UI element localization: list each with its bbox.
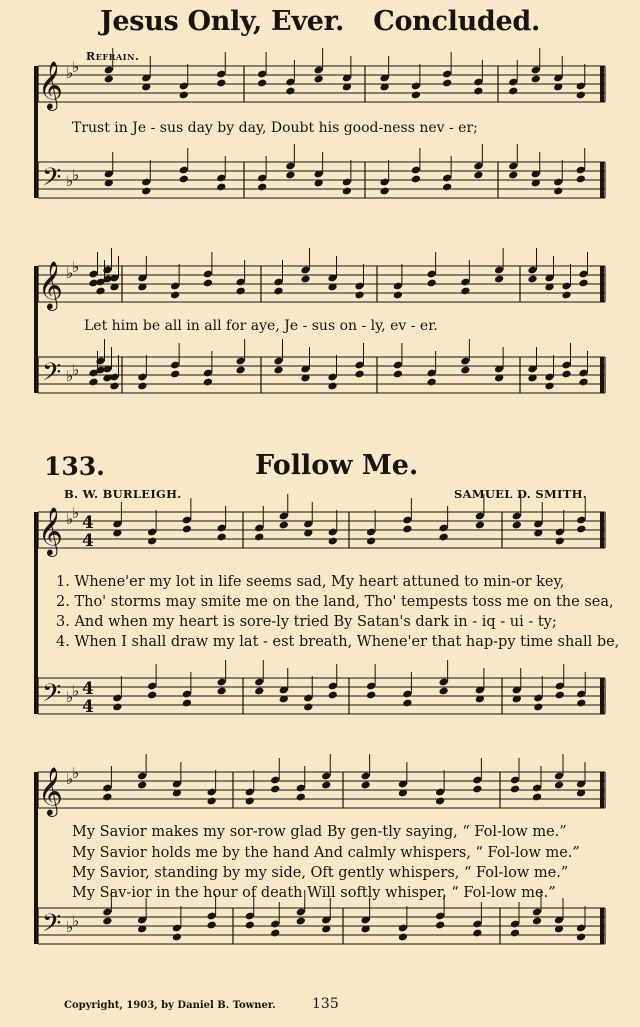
composer-credit: B. W. BURLEIGH. [64, 487, 182, 501]
system-3-time-signature: 4 [82, 531, 94, 551]
refrain-line-3: My Savior, standing by my side, Oft gently whispers, “ Fol-low me.” [72, 865, 569, 881]
system-1-bass-notehead [576, 175, 586, 184]
system-3-bass-clef: 𝄢 [42, 679, 62, 714]
system-3-bass-notehead [576, 699, 586, 708]
system-4-treble-clef: 𝄞 [38, 766, 63, 815]
system-1-final-bar [600, 66, 604, 102]
system-1-treble-notehead [104, 75, 114, 84]
system-3-bass-notehead [147, 691, 157, 700]
system-3-treble-notehead [475, 521, 485, 530]
system-2-bass-clef: 𝄢 [42, 358, 62, 393]
system-1-treble-notehead [257, 79, 267, 88]
system-4-treble-notehead [472, 785, 482, 794]
system-1-bass-notehead [508, 171, 518, 180]
system-3-final-bar [600, 678, 604, 714]
system-1-treble-clef: 𝄞 [38, 60, 63, 109]
system-4-final-bar [600, 908, 604, 944]
system-3-treble-notehead [555, 537, 565, 546]
refrain-line-1: My Savior makes my sor-row glad By gen-tly saying, “ Fol-low me.” [72, 824, 567, 840]
system-1-treble-notehead [442, 79, 452, 88]
system-2-bass-notehead [137, 382, 147, 391]
system-2-treble-notehead [393, 291, 403, 300]
system-1-key-flat: ♭ [72, 58, 80, 76]
system-1-bass-clef: 𝄢 [42, 163, 62, 198]
system-2-treble-notehead [95, 287, 105, 296]
system-3-bass-notehead [366, 691, 376, 700]
system-2-treble-notehead [460, 287, 470, 296]
system-4-bass-notehead [270, 929, 280, 938]
system-1-bass-notehead [473, 171, 483, 180]
verse-line-4: 4. When I shall draw my lat - est breath, Whene'er that hap-py time shall be, [56, 634, 620, 650]
system-4-bass-notehead [510, 929, 520, 938]
system-3-bass-notehead [254, 687, 264, 696]
system-2-key-flat: ♭ [72, 361, 80, 379]
system-3-time-signature: 4 [82, 513, 94, 533]
system-2-treble-notehead [527, 275, 537, 284]
system-4-bass-notehead [472, 929, 482, 938]
system-2-bass-notehead [393, 370, 403, 379]
system-2-treble-notehead [300, 275, 310, 284]
system-3-bass-notehead [438, 687, 448, 696]
system-2-bass-notehead [561, 370, 571, 379]
system-2-key-flat: ♭ [66, 264, 74, 282]
system-1-key-flat: ♭ [66, 64, 74, 82]
system-3-bass-notehead [555, 691, 565, 700]
system-1-bass-notehead [257, 183, 267, 192]
system-1-bass-notehead [442, 183, 452, 192]
system-2-bass-notehead [426, 378, 436, 387]
system-1-treble-notehead [508, 87, 518, 96]
system-3-bass-notehead [303, 703, 313, 712]
system-4-treble-notehead [270, 785, 280, 794]
system-4-bass-notehead [102, 917, 112, 926]
system-2-treble-clef: 𝄞 [38, 260, 63, 309]
system-1-bass-notehead [342, 187, 352, 196]
system-1-treble-notehead [313, 75, 323, 84]
system-4-bass-notehead [398, 933, 408, 942]
system-2-treble-notehead [561, 291, 571, 300]
system-3-treble-notehead [576, 525, 586, 534]
system-4-key-flat: ♭ [72, 912, 80, 930]
system-1-bass-notehead [379, 187, 389, 196]
system-2-final-bar [600, 357, 604, 393]
system-1-bass-notehead [285, 171, 295, 180]
system-3-treble-notehead [512, 521, 522, 530]
page-number: 135 [312, 996, 339, 1012]
system-3-key-flat: ♭ [72, 682, 80, 700]
system-4-treble-notehead [296, 793, 306, 802]
system-2-bass-notehead [88, 378, 98, 387]
system-3-treble-clef: 𝄞 [38, 506, 63, 555]
system-3-key-flat: ♭ [72, 504, 80, 522]
system-3-treble-notehead [366, 537, 376, 546]
system-4-treble-notehead [321, 781, 331, 790]
system-4-treble-notehead [510, 785, 520, 794]
system-4-bass-notehead [296, 917, 306, 926]
system-1-bass-notehead [179, 175, 189, 184]
verse-line-1: 1. Whene'er my lot in life seems sad, My heart attuned to min-or key, [56, 574, 565, 590]
system-2-bass-notehead [235, 366, 245, 375]
system-2-bass-notehead [109, 382, 119, 391]
refrain-line-2: My Savior holds me by the hand And calmly whispers, “ Fol-low me.” [72, 845, 580, 861]
system-1-treble-notehead [411, 91, 421, 100]
system-3-treble-notehead [216, 533, 226, 542]
system-2-treble-notehead [170, 291, 180, 300]
hymn1-title-main: Jesus Only, Ever. [99, 6, 345, 37]
system-1-treble-notehead [285, 87, 295, 96]
system-3-treble-notehead [254, 533, 264, 542]
system-1-bass-notehead [411, 175, 421, 184]
hymn1-lyrics-line-2: Let him be all in all for aye, Je - sus on - ly, ev - er. [84, 318, 438, 334]
system-4-bass-notehead [206, 921, 216, 930]
system-2-bass-notehead [273, 366, 283, 375]
system-1-treble-notehead [473, 87, 483, 96]
system-3-treble-notehead [182, 525, 192, 534]
system-2-bass-notehead [544, 382, 554, 391]
system-2-treble-notehead [203, 279, 213, 288]
system-2-treble-notehead [354, 291, 364, 300]
system-4-bass-notehead [532, 917, 542, 926]
system-3-final-bar [600, 512, 604, 548]
system-4-bass-notehead [245, 921, 255, 930]
system-2-treble-notehead [494, 275, 504, 284]
hymn-number: 133. [44, 452, 105, 481]
system-3-bass-notehead [402, 699, 412, 708]
system-4-key-flat: ♭ [66, 770, 74, 788]
hymn2-title: Follow Me. [255, 450, 419, 481]
system-1-key-flat: ♭ [72, 166, 80, 184]
system-4-bass-notehead [435, 921, 445, 930]
system-4-key-flat: ♭ [72, 764, 80, 782]
system-2-bass-notehead [327, 382, 337, 391]
system-4-treble-notehead [206, 797, 216, 806]
system-2-treble-notehead [273, 287, 283, 296]
system-1-bass-notehead [141, 187, 151, 196]
system-4-treble-notehead [435, 797, 445, 806]
system-3-treble-notehead [438, 533, 448, 542]
system-2-treble-notehead [578, 279, 588, 288]
refrain-line-4: My Sav-ior in the hour of death Will softly whisper, “ Fol-low me.” [72, 885, 556, 901]
verse-line-2: 2. Tho' storms may smite me on the land, Tho' tempests toss me on the sea, [56, 594, 614, 610]
system-1-treble-notehead [179, 91, 189, 100]
system-4-final-bar [600, 772, 604, 808]
system-1-treble-notehead [576, 91, 586, 100]
system-2-treble-notehead [426, 279, 436, 288]
system-3-bass-notehead [182, 699, 192, 708]
system-3-key-flat: ♭ [66, 688, 74, 706]
system-2-bass-notehead [578, 378, 588, 387]
system-1-treble-notehead [531, 75, 541, 84]
system-1-bass-notehead [216, 183, 226, 192]
system-4-bass-notehead [172, 933, 182, 942]
verse-line-3: 3. And when my heart is sore-ly tried By Satan's dark in - iq - ui - ty; [56, 614, 557, 630]
system-3-treble-notehead [328, 537, 338, 546]
system-2-final-bar [600, 266, 604, 302]
system-3-treble-notehead [402, 525, 412, 534]
system-3-treble-notehead [147, 537, 157, 546]
system-4-treble-notehead [554, 781, 564, 790]
system-2-bass-notehead [170, 370, 180, 379]
system-2-bass-notehead [460, 366, 470, 375]
system-4-treble-notehead [137, 781, 147, 790]
system-4-treble-notehead [245, 797, 255, 806]
system-4-treble-notehead [102, 793, 112, 802]
system-4-bass-clef: 𝄢 [42, 909, 62, 944]
system-4-bass-notehead [576, 933, 586, 942]
system-3-bass-notehead [112, 703, 122, 712]
system-3-bass-notehead [216, 687, 226, 696]
system-2-bass-notehead [354, 370, 364, 379]
hymn1-lyrics-line-1: Trust in Je - sus day by day, Doubt his good-ness nev - er; [72, 120, 478, 136]
refrain-label: Refrain. [86, 50, 140, 63]
author-credit: SAMUEL D. SMITH. [454, 487, 588, 501]
system-4-treble-notehead [532, 793, 542, 802]
system-4-treble-notehead [360, 781, 370, 790]
hymn1-title-sub: Concluded. [373, 6, 541, 37]
system-2-bass-notehead [203, 378, 213, 387]
system-3-time-signature: 4 [82, 697, 94, 717]
system-1-treble-notehead [216, 79, 226, 88]
system-1-key-flat: ♭ [66, 172, 74, 190]
system-2-key-flat: ♭ [72, 258, 80, 276]
copyright-notice: Copyright, 1903, by Daniel B. Towner. [64, 1000, 276, 1011]
system-3-key-flat: ♭ [66, 510, 74, 528]
system-3-treble-notehead [279, 521, 289, 530]
system-3-bass-notehead [328, 691, 338, 700]
system-3-bass-notehead [533, 703, 543, 712]
system-1-final-bar [600, 162, 604, 198]
system-3-time-signature: 4 [82, 679, 94, 699]
system-1-bass-notehead [553, 187, 563, 196]
system-4-key-flat: ♭ [66, 918, 74, 936]
system-2-treble-notehead [235, 287, 245, 296]
system-2-key-flat: ♭ [66, 367, 74, 385]
